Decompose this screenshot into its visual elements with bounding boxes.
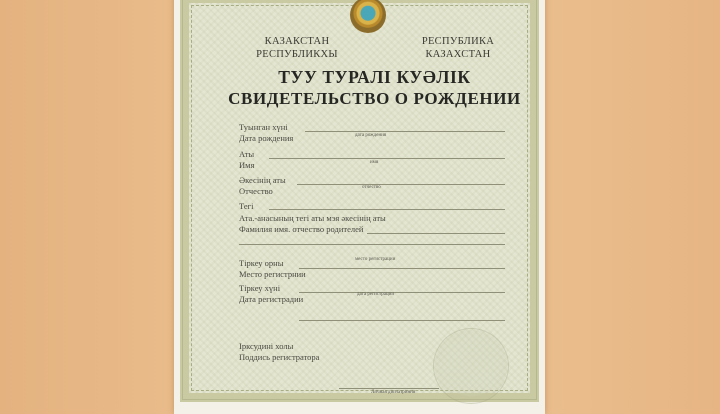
registrar-label-kz: Ірксудині холы: [239, 341, 294, 351]
header-left-line2: РЕСПУБЛИКХЫ: [256, 49, 338, 60]
reg-date-label-ru: Дата регистрадии: [239, 294, 304, 304]
birth-date-label-ru: Дата рождения: [239, 133, 294, 143]
reg-place-line: [299, 268, 505, 269]
guilloche-border: [180, 0, 539, 402]
name-line: [269, 158, 505, 159]
parents-label-kz: Ата.-анасының тегі аты мэя әкесінің аты: [239, 213, 386, 223]
name-hint: имя: [370, 160, 379, 165]
title-kazakh: ТУУ ТУРАЛІ КУӘЛІК: [278, 67, 471, 87]
header-russian: [403, 35, 513, 61]
signature-hint: Личная дигнатриння: [371, 390, 416, 395]
registrar-label-ru: Поддись регистратора: [239, 352, 320, 362]
birth-date-line: [305, 131, 505, 132]
birth-date-hint: дата рождения: [355, 133, 387, 138]
reg-date-hint: дата регистрации: [357, 292, 395, 297]
header-kazakh: [237, 35, 357, 61]
reg-place-label-ru: Место регистрнии: [239, 269, 306, 279]
header-left-line1: КАЗАКСТАН: [264, 36, 330, 47]
reg-place-hint: место регистрации: [355, 257, 396, 262]
reg-date-line: [299, 292, 505, 293]
title-russian: СВИДЕТЕЛЬСТВО О РОЖДЕНИИ: [228, 89, 521, 108]
patronymic-hint: отчество: [362, 185, 381, 190]
state-emblem-icon: [350, 0, 386, 33]
reg-place-label-kz: Тіркеу орны: [239, 258, 284, 268]
extra-line: [299, 320, 505, 321]
birth-certificate: [174, 0, 545, 414]
patronymic-line: [297, 184, 505, 185]
signature-line: [339, 388, 439, 389]
patronymic-label-ru: Отчество: [239, 186, 273, 196]
header-right-line1: РЕСПУБЛИКА: [421, 36, 495, 47]
surname-line: [269, 209, 505, 210]
reg-date-label-kz: Тіркеу хүні: [239, 283, 281, 293]
surname-label-kz: Тегі: [239, 201, 254, 211]
parents-line: [367, 233, 505, 234]
birth-date-label-kz: Туынган хүні: [239, 122, 288, 132]
name-label-kz: Аты: [239, 149, 255, 159]
parents-label-ru: Фамилия имя. отчество родителей: [239, 224, 364, 234]
name-label-ru: Имя: [239, 160, 255, 170]
seal-watermark-icon: [433, 328, 509, 404]
parents-line-2: [239, 244, 505, 245]
header-right-line2: КАЗАХСТАН: [425, 49, 491, 60]
patronymic-label-kz: Әкесінің аты: [239, 175, 286, 185]
